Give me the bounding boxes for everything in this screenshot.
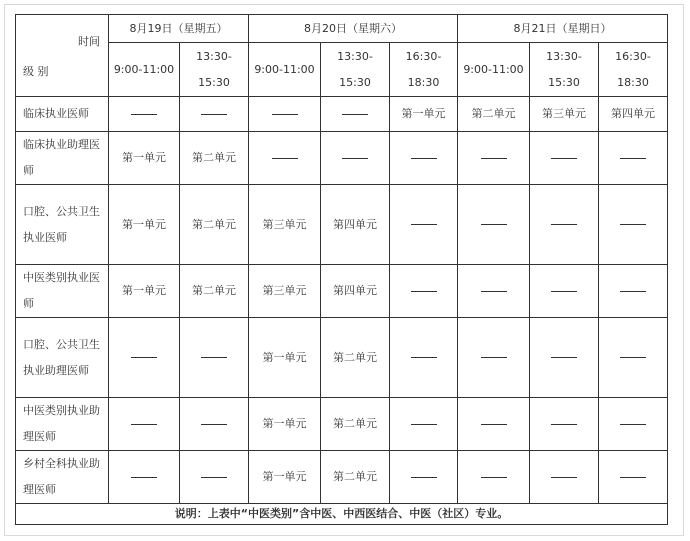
schedule-cell	[249, 97, 321, 132]
slot-header: 13:30-15:30	[530, 43, 599, 97]
schedule-cell	[599, 185, 668, 265]
schedule-cell	[390, 265, 458, 318]
dash-mark	[131, 357, 157, 358]
schedule-cell	[530, 398, 599, 451]
schedule-cell	[249, 132, 321, 185]
table-row	[16, 318, 668, 398]
schedule-cell	[390, 451, 458, 504]
schedule-cell: 第四单元	[321, 265, 390, 318]
schedule-cell	[530, 185, 599, 265]
dash-mark	[481, 158, 507, 159]
schedule-cell	[458, 398, 530, 451]
schedule-cell: 第三单元	[249, 185, 321, 265]
day-header-aug19: 8月19日（星期五）	[109, 15, 249, 43]
dash-mark	[272, 114, 298, 115]
dash-mark	[481, 291, 507, 292]
schedule-cell	[599, 265, 668, 318]
schedule-cell	[530, 451, 599, 504]
row-label: 中医类别执业医师	[16, 265, 109, 318]
schedule-cell	[390, 318, 458, 398]
row-label: 临床执业医师	[16, 97, 109, 132]
dash-mark	[411, 224, 437, 225]
dash-mark	[411, 357, 437, 358]
schedule-cell	[530, 318, 599, 398]
corner-level-label: 级 别	[23, 65, 49, 78]
table-row	[16, 398, 668, 451]
schedule-cell: 第三单元	[249, 265, 321, 318]
schedule-cell	[109, 451, 180, 504]
dash-mark	[620, 291, 646, 292]
dash-mark	[620, 357, 646, 358]
dash-mark	[551, 424, 577, 425]
day-header-aug20: 8月20日（星期六）	[249, 15, 458, 43]
table-row	[16, 451, 668, 504]
dash-mark	[411, 291, 437, 292]
dash-mark	[411, 424, 437, 425]
corner-time-label: 时间	[78, 35, 100, 48]
dash-mark	[620, 158, 646, 159]
dash-mark	[131, 477, 157, 478]
day-header-aug21: 8月21日（星期日）	[458, 15, 668, 43]
schedule-cell: 第二单元	[321, 318, 390, 398]
schedule-cell	[321, 97, 390, 132]
schedule-cell	[321, 132, 390, 185]
dash-mark	[481, 357, 507, 358]
dash-mark	[620, 224, 646, 225]
schedule-cell: 第一单元	[109, 132, 180, 185]
dash-mark	[342, 158, 368, 159]
schedule-cell: 第一单元	[249, 451, 321, 504]
schedule-cell	[390, 132, 458, 185]
schedule-cell	[109, 398, 180, 451]
dash-mark	[201, 357, 227, 358]
schedule-cell	[458, 265, 530, 318]
slot-header: 13:30-15:30	[180, 43, 249, 97]
schedule-cell	[109, 97, 180, 132]
schedule-cell: 第三单元	[530, 97, 599, 132]
slot-header: 16:30-18:30	[599, 43, 668, 97]
slot-header: 9:00-11:00	[458, 43, 530, 97]
schedule-cell	[180, 451, 249, 504]
dash-mark	[131, 424, 157, 425]
dash-mark	[551, 158, 577, 159]
dash-mark	[551, 291, 577, 292]
schedule-cell: 第二单元	[180, 185, 249, 265]
corner-cell	[16, 15, 109, 97]
dash-mark	[481, 477, 507, 478]
dash-mark	[551, 357, 577, 358]
schedule-cell	[530, 132, 599, 185]
schedule-cell	[458, 451, 530, 504]
schedule-cell: 第四单元	[321, 185, 390, 265]
slot-header: 16:30-18:30	[390, 43, 458, 97]
schedule-cell: 第一单元	[249, 398, 321, 451]
slot-header: 9:00-11:00	[109, 43, 180, 97]
schedule-cell: 第二单元	[321, 451, 390, 504]
dash-mark	[201, 477, 227, 478]
row-label: 临床执业助理医师	[16, 132, 109, 185]
header-row-days	[16, 15, 668, 43]
dash-mark	[620, 477, 646, 478]
schedule-cell	[109, 318, 180, 398]
schedule-cell	[180, 398, 249, 451]
dash-mark	[411, 158, 437, 159]
dash-mark	[131, 114, 157, 115]
row-label: 中医类别执业助理医师	[16, 398, 109, 451]
row-label: 口腔、公共卫生执业医师	[16, 185, 109, 265]
schedule-cell: 第一单元	[109, 185, 180, 265]
schedule-cell	[599, 398, 668, 451]
dash-mark	[201, 424, 227, 425]
schedule-cell	[390, 398, 458, 451]
dash-mark	[342, 114, 368, 115]
dash-mark	[201, 114, 227, 115]
dash-mark	[481, 424, 507, 425]
dash-mark	[411, 477, 437, 478]
row-label: 乡村全科执业助理医师	[16, 451, 109, 504]
schedule-cell	[530, 265, 599, 318]
schedule-cell: 第二单元	[458, 97, 530, 132]
schedule-cell	[458, 185, 530, 265]
exam-schedule-table	[15, 14, 668, 525]
schedule-cell: 第一单元	[390, 97, 458, 132]
schedule-cell: 第一单元	[249, 318, 321, 398]
schedule-cell	[180, 97, 249, 132]
schedule-cell	[180, 318, 249, 398]
dash-mark	[551, 477, 577, 478]
schedule-cell: 第二单元	[180, 132, 249, 185]
schedule-cell: 第二单元	[180, 265, 249, 318]
table-row	[16, 97, 668, 132]
schedule-cell	[599, 132, 668, 185]
schedule-cell: 第二单元	[321, 398, 390, 451]
dash-mark	[551, 224, 577, 225]
dash-mark	[620, 424, 646, 425]
schedule-cell: 第四单元	[599, 97, 668, 132]
schedule-cell	[458, 318, 530, 398]
schedule-cell	[599, 318, 668, 398]
schedule-cell: 第一单元	[109, 265, 180, 318]
schedule-cell	[390, 185, 458, 265]
table-row	[16, 185, 668, 265]
row-label: 口腔、公共卫生执业助理医师	[16, 318, 109, 398]
table-row	[16, 265, 668, 318]
slot-header: 9:00-11:00	[249, 43, 321, 97]
schedule-cell	[599, 451, 668, 504]
dash-mark	[272, 158, 298, 159]
table-note: 说明：上表中“中医类别”含中医、中西医结合、中医（社区）专业。	[16, 504, 668, 525]
header-row-slots	[16, 43, 668, 97]
dash-mark	[481, 224, 507, 225]
slot-header: 13:30-15:30	[321, 43, 390, 97]
table-row	[16, 132, 668, 185]
schedule-cell	[458, 132, 530, 185]
